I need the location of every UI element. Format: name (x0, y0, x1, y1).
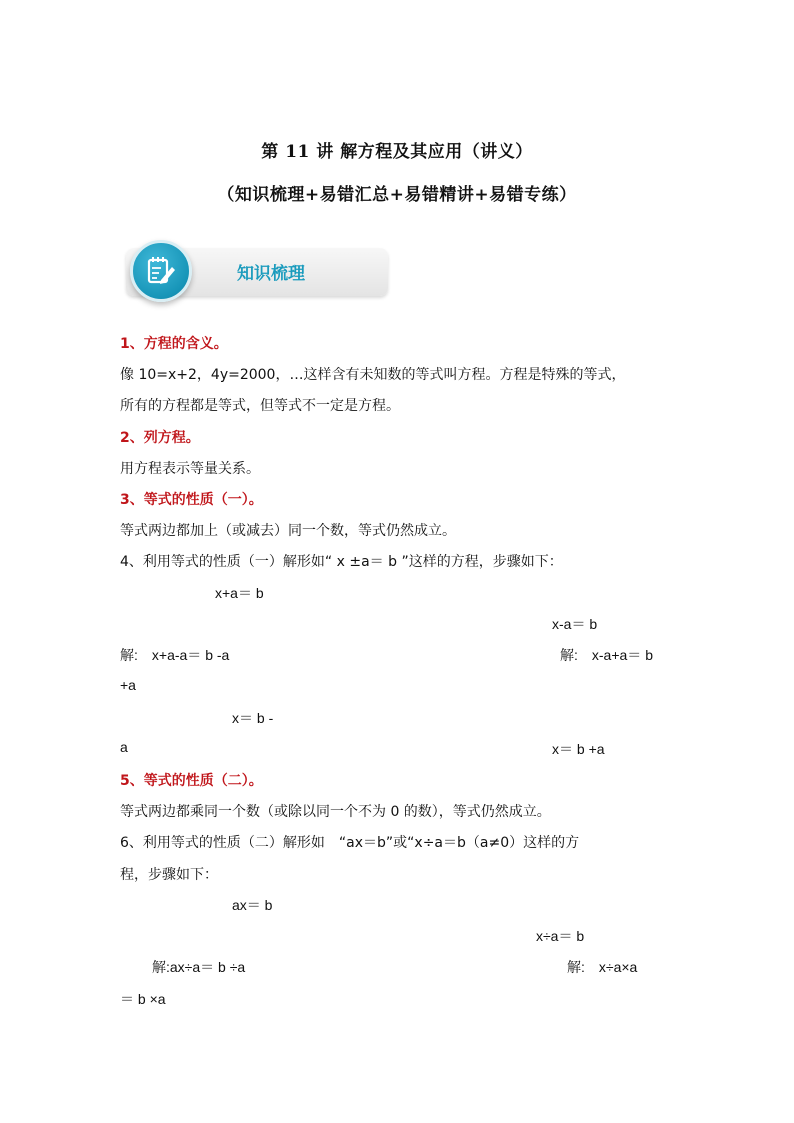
equation-solve-step-2: 解: x-a+a＝ b (560, 647, 653, 663)
section-6-line-1: 6、利用等式的性质（二）解形如 “ax＝b”或“x÷a＝b（a≠0）这样的方 (120, 835, 580, 851)
equation-solve-step-4: 解: x÷a×a (567, 959, 638, 975)
equation-solve-step-1: 解: x+a-a＝ b -a (120, 647, 230, 663)
equation-continuation-2: a (120, 739, 128, 755)
section-3-line-1: 等式两边都加上（或减去）同一个数，等式仍然成立。 (120, 523, 456, 539)
equation-continuation-1: +a (120, 677, 136, 693)
equation-solve-step-3: 解:ax÷a＝ b ÷a (152, 959, 246, 975)
section-1-line-1: 像 10=x+2，4y=2000，…这样含有未知数的等式叫方程。方程是特殊的等式， (120, 367, 626, 383)
equation-ax: ax＝ b (232, 897, 273, 913)
section-4-line-1: 4、利用等式的性质（一）解形如“ x ±a＝ b ”这样的方程，步骤如下： (120, 554, 563, 570)
notepad-pencil-icon (130, 240, 192, 302)
section-5-heading: 5、等式的性质（二）。 (120, 773, 263, 789)
equation-x-minus-a: x-a＝ b (552, 616, 598, 632)
section-2-line-1: 用方程表示等量关系。 (120, 461, 260, 477)
equation-result-1: x＝ b - (232, 710, 274, 726)
section-1-heading: 1、方程的含义。 (120, 336, 228, 352)
document-subtitle: （知识梳理+易错汇总+易错精讲+易错专练） (217, 185, 577, 205)
section-3-heading: 3、等式的性质（一）。 (120, 492, 263, 508)
section-5-line-1: 等式两边都乘同一个数（或除以同一个不为 0 的数），等式仍然成立。 (120, 804, 551, 820)
equation-x-div-a: x÷a＝ b (536, 928, 585, 944)
section-6-line-2: 程，步骤如下： (120, 867, 218, 883)
banner-label: 知识梳理 (237, 264, 305, 284)
equation-continuation-3: ＝ b ×a (120, 991, 166, 1007)
document-title: 第 11 讲 解方程及其应用（讲义） (261, 142, 533, 162)
equation-result-2: x＝ b +a (552, 741, 605, 757)
equation-x-plus-a: x+a＝ b (215, 585, 264, 601)
section-1-line-2: 所有的方程都是等式，但等式不一定是方程。 (120, 398, 400, 414)
section-2-heading: 2、列方程。 (120, 430, 200, 446)
